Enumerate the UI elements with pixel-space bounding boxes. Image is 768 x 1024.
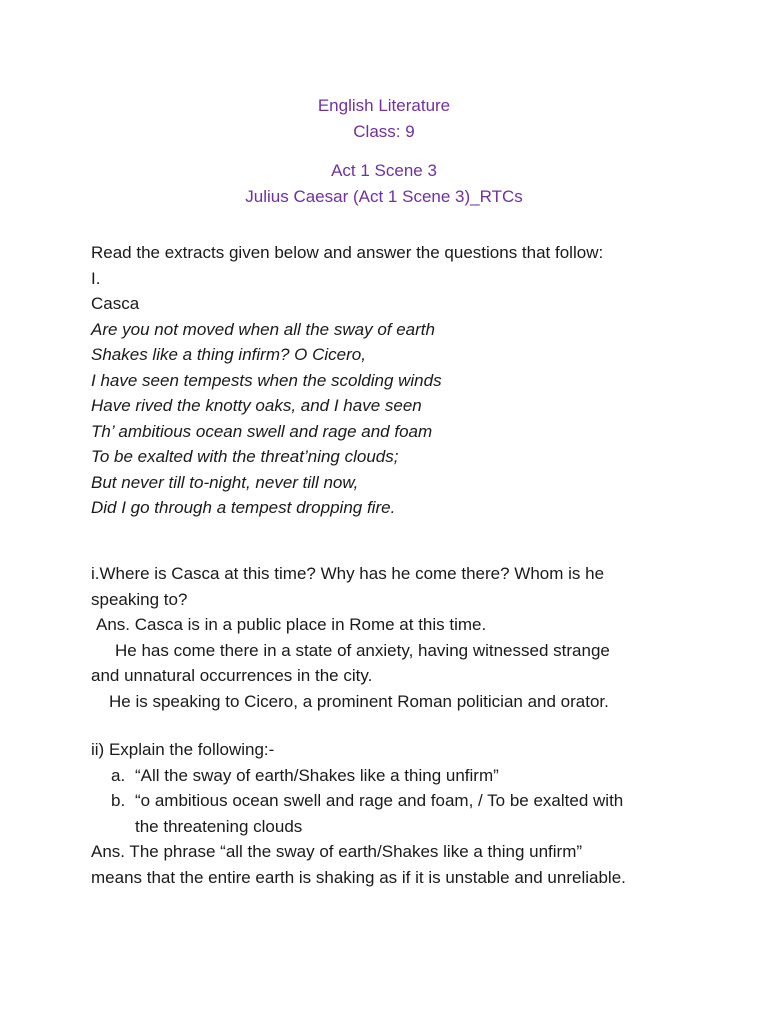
answer-2-line: means that the entire earth is shaking as if it is unstable and unreliable. bbox=[91, 867, 626, 887]
list-item bbox=[91, 788, 691, 814]
extract-line: Shakes like a thing infirm? O Cicero, bbox=[91, 345, 366, 364]
extract-section bbox=[91, 240, 691, 521]
question-1-text-cont: speaking to? bbox=[91, 589, 188, 609]
list-item-text: “All the sway of earth/Shakes like a thing unfirm” bbox=[135, 765, 499, 785]
question-2-text: ii) Explain the following:- bbox=[91, 740, 275, 759]
question-1-text: i.Where is Casca at this time? Why has he come there? Whom is he bbox=[91, 564, 605, 583]
question-1-section bbox=[91, 561, 691, 714]
answer-1-line: Ans. Casca is in a public place in Rome at this time. bbox=[96, 615, 487, 634]
title-block bbox=[0, 158, 768, 210]
extract-line: I have seen tempests when the scolding winds bbox=[91, 370, 442, 390]
list-item-text: “o ambitious ocean swell and rage and foam, / To be exalted with bbox=[135, 791, 624, 810]
answer-1-line: and unnatural occurrences in the city. bbox=[91, 666, 373, 685]
speaker-name: Casca bbox=[91, 294, 140, 313]
list-item bbox=[91, 763, 691, 789]
question-2-section bbox=[91, 737, 691, 890]
extract-line: Have rived the knotty oaks, and I have seen bbox=[91, 396, 422, 415]
class-heading: Class: 9 bbox=[353, 122, 415, 141]
act-heading: Act 1 Scene 3 bbox=[331, 161, 437, 180]
document-title: Julius Caesar (Act 1 Scene 3)_RTCs bbox=[245, 187, 523, 206]
extract-number: I. bbox=[91, 268, 101, 288]
list-marker: b. bbox=[111, 791, 126, 810]
list-marker: a. bbox=[111, 765, 126, 785]
answer-1-line: He has come there in a state of anxiety, having witnessed strange bbox=[115, 640, 610, 660]
extract-line: To be exalted with the threat’ning clouds; bbox=[91, 447, 399, 466]
extract-line: But never till to-night, never till now, bbox=[91, 472, 359, 492]
extract-line: Did I go through a tempest dropping fire. bbox=[91, 498, 396, 517]
subject-heading: English Literature bbox=[317, 96, 451, 115]
instructions-text: Read the extracts given below and answer the questions that follow: bbox=[91, 243, 604, 262]
answer-1-line: He is speaking to Cicero, a prominent Roman politician and orator. bbox=[109, 691, 609, 711]
extract-line: Are you not moved when all the sway of earth bbox=[91, 319, 435, 339]
answer-2-line: Ans. The phrase “all the sway of earth/Shakes like a thing unfirm” bbox=[91, 842, 583, 861]
list-item-text-cont: the threatening clouds bbox=[135, 816, 303, 836]
header-block bbox=[0, 93, 768, 145]
extract-line: Th’ ambitious ocean swell and rage and foam bbox=[91, 421, 433, 441]
